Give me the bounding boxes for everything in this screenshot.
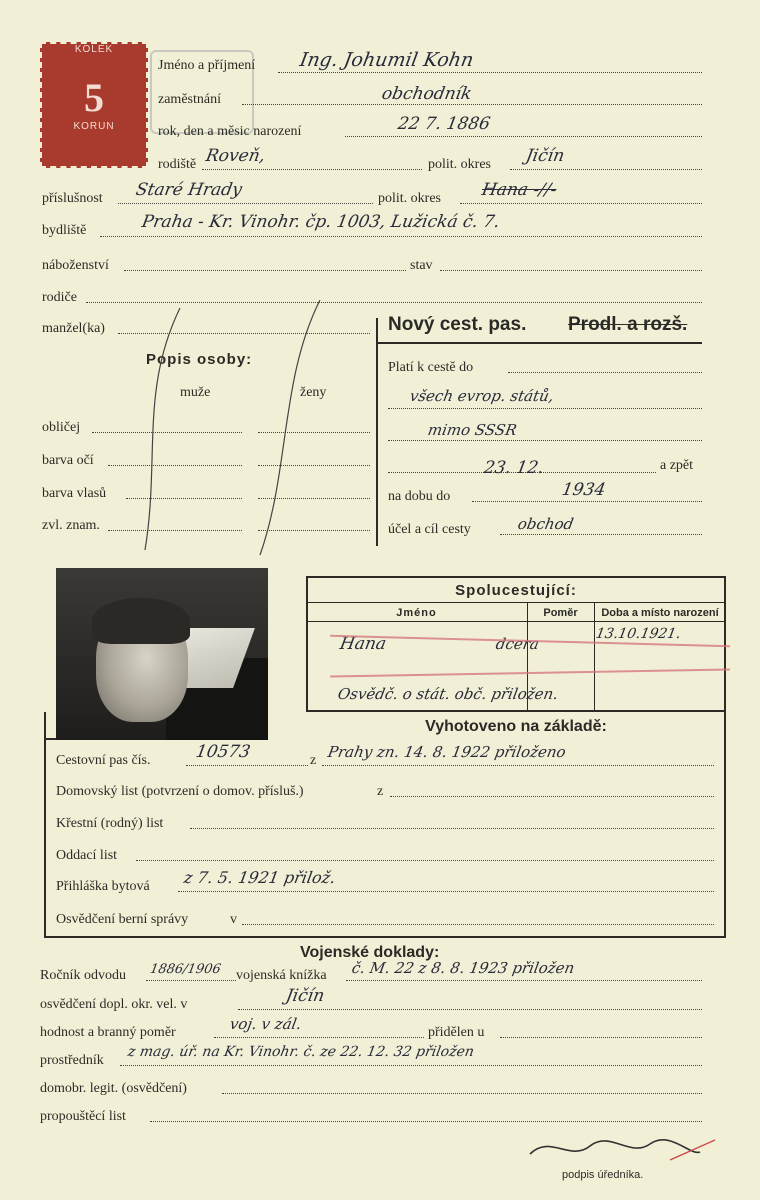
cancel-strokes-icon (120, 300, 340, 560)
description-row-eyes: barva očí (42, 453, 94, 468)
basis-domicile-label: Domovský list (potvrzení o domov. přísluš.) (56, 784, 304, 799)
military-book-line (346, 980, 702, 981)
military-discharge-label: propouštěcí list (40, 1109, 126, 1124)
basis-passport-from-value: Prahy zn. 14. 8. 1922 přiloženo (326, 743, 568, 761)
district2-line (460, 203, 702, 204)
religion-label: náboženství (42, 258, 109, 273)
residence-value: Praha - Kr. Vinohr. čp. 1003, Lužická č. 7. (140, 212, 502, 232)
basis-passport-from-label: z (310, 753, 317, 768)
spouse-label: manžel(ka) (42, 321, 105, 336)
valid-line (508, 372, 702, 373)
basis-tax-from-label: v (230, 912, 237, 927)
valid-label: Platí k cestě do (388, 360, 474, 375)
basis-domicile-from-label: z (377, 784, 384, 799)
military-rank-value: voj. v zál. (228, 1015, 303, 1033)
description-row-hair: barva vlasů (42, 486, 107, 501)
companion-name: Hana (338, 634, 388, 654)
period-label: na dobu do (388, 489, 451, 504)
basis-registration-line (178, 891, 714, 892)
basis-registration-value: z 7. 5. 1921 přilož. (182, 868, 338, 887)
period-date: 23. 12. (482, 458, 546, 478)
military-assigned-label: přidělen u (428, 1025, 485, 1040)
district1-line (510, 169, 702, 170)
military-year-label: Ročník odvodu (40, 968, 126, 983)
military-legion-line (222, 1093, 702, 1094)
birth-line (345, 136, 702, 137)
basis-tax-label: Osvědčení berní správy (56, 912, 189, 927)
name-label: Jméno a příjmení (158, 58, 256, 73)
birth-label: rok, den a měsic narození (158, 124, 302, 139)
basis-tax-line (242, 924, 714, 925)
purpose-line (500, 534, 702, 535)
military-rank-line (214, 1037, 424, 1038)
signature-label: podpis úředníka. (562, 1169, 644, 1181)
basis-passport-label: Cestovní pas čís. (56, 753, 151, 768)
citizenship-label: příslušnost (42, 191, 103, 206)
military-legion-label: domobr. legit. (osvědčení) (40, 1081, 187, 1096)
military-year-value: 1886/1906 (148, 962, 222, 977)
occupation-label: zaměstnání (158, 92, 221, 107)
valid-value-2: mimo SSSR (426, 421, 519, 439)
basis-top-left (44, 738, 56, 740)
status-line (440, 270, 702, 271)
residence-label: bydliště (42, 223, 87, 238)
status-label: stav (410, 258, 433, 273)
religion-line (124, 270, 406, 271)
military-book-value: č. M. 22 z 8. 8. 1923 přiložen (350, 959, 576, 977)
citizenship-value: Staré Hrady (134, 180, 244, 200)
birthplace-label: rodiště (158, 157, 197, 172)
passport-title-new: Nový cest. pas. (388, 314, 527, 335)
passport-divider (376, 342, 702, 344)
description-col-male: muže (180, 385, 211, 400)
basis-marriage-label: Oddací list (56, 848, 118, 863)
military-discharge-line (150, 1121, 702, 1122)
companions-title: Spolucestující: (455, 582, 577, 599)
stamp-top-text: KOLEK (74, 44, 114, 55)
district1-label: polit. okres (428, 157, 491, 172)
stamp-bottom-text: KORUN (73, 121, 115, 132)
parents-label: rodiče (42, 290, 77, 305)
military-assigned-line (500, 1037, 702, 1038)
basis-baptism-line (190, 828, 714, 829)
companions-col-birth: Doba a místo narození (601, 607, 719, 619)
citizenship-line (118, 203, 373, 204)
revenue-stamp (40, 42, 148, 168)
military-rank-label: hodnost a branný poměr (40, 1025, 176, 1040)
birthplace-line (202, 169, 422, 170)
basis-domicile-line (390, 796, 714, 797)
occupation-value: obchodník (380, 84, 474, 104)
basis-baptism-label: Křestní (rodný) list (56, 816, 164, 831)
name-line (278, 72, 702, 73)
basis-registration-label: Přihláška bytová (56, 879, 150, 894)
companion-note: Osvědč. o stát. obč. přiložen. (336, 685, 560, 703)
valid-value-1: všech evrop. států, (408, 387, 556, 405)
birthplace-value: Roveň, (204, 146, 267, 166)
valid-line-2 (388, 408, 702, 409)
passport-border-left (376, 318, 378, 546)
name-value: Ing. Johumil Kohn (298, 49, 476, 71)
stamp-value: 5 (84, 75, 104, 120)
description-row-face: obličej (42, 420, 81, 435)
military-certificate-line (238, 1009, 702, 1010)
basis-passport-from-line (322, 765, 714, 766)
valid-line-3 (388, 440, 702, 441)
photo-hair (92, 598, 190, 644)
district1-value: Jičín (524, 146, 566, 166)
district2-value: Hana -//- (480, 180, 559, 200)
basis-marriage-line (136, 860, 714, 861)
companions-col-name: Jméno (396, 607, 437, 619)
passport-title-ext: Prodl. a rozš. (568, 314, 688, 335)
residence-line (100, 236, 702, 237)
military-year-line (146, 980, 236, 981)
military-intermediary-label: prostředník (40, 1053, 104, 1068)
basis-passport-value: 10573 (194, 742, 252, 762)
companion-relation: dcera (494, 635, 541, 653)
military-title: Vojenské doklady: (300, 944, 440, 961)
companions-col-relation: Poměr (543, 607, 578, 619)
companion-birth: 13.10.1921. (594, 626, 683, 642)
military-intermediary-value: z mag. úř. na Kr. Vinohr. č. ze 22. 12. 32 přiložen (126, 1044, 476, 1060)
description-title: Popis osoby: (146, 351, 253, 368)
military-intermediary-line (120, 1065, 702, 1066)
purpose-label: účel a cíl cesty (388, 522, 471, 537)
occupation-line (242, 104, 702, 105)
period-year: 1934 (560, 480, 608, 500)
basis-title: Vyhotoveno na základě: (425, 718, 607, 735)
military-book-label: vojenská knížka (236, 968, 327, 983)
district2-label: polit. okres (378, 191, 441, 206)
military-certificate-value: Jičín (284, 986, 326, 1006)
companions-rule (306, 602, 726, 603)
period-line (472, 501, 702, 502)
purpose-value: obchod (516, 515, 575, 533)
birth-value: 22 7. 1886 (396, 114, 492, 134)
description-col-female: ženy (300, 385, 327, 400)
return-label: a zpět (660, 458, 694, 473)
military-certificate-label: osvědčení dopl. okr. vel. v (40, 997, 188, 1012)
basis-passport-line (186, 765, 308, 766)
description-row-marks: zvl. znam. (42, 518, 100, 533)
